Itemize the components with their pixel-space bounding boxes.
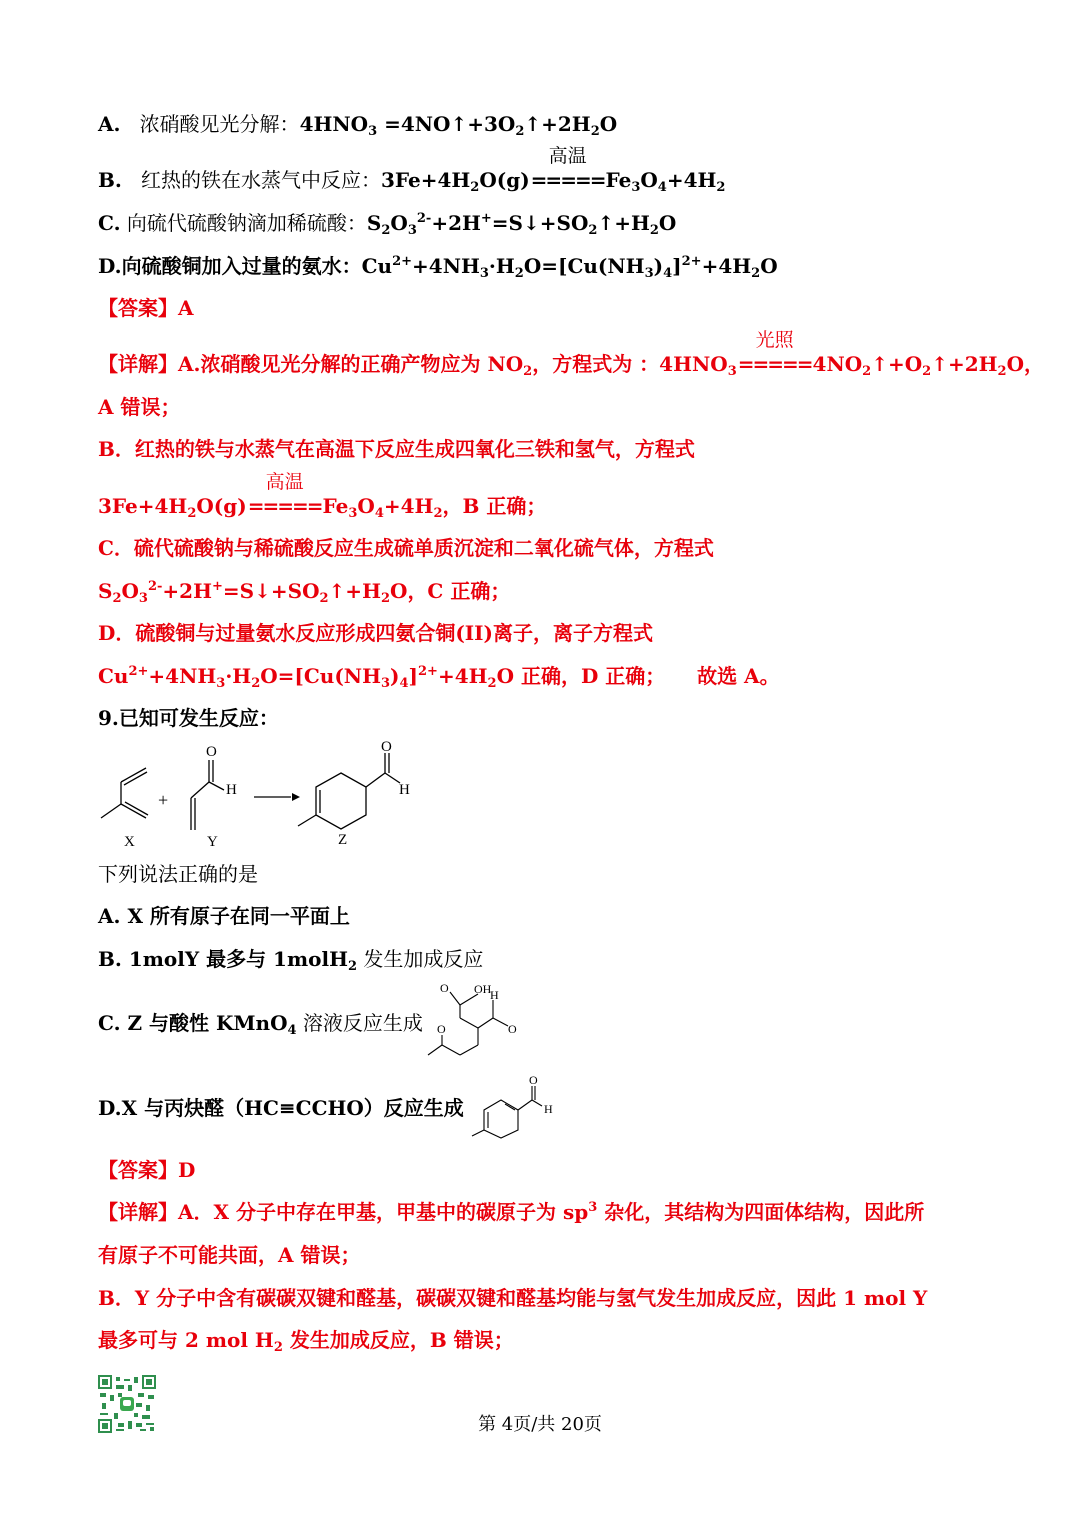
reaction-condition-light: 光照 [755, 329, 794, 351]
label-x: X [124, 834, 135, 850]
svg-text:O: O [440, 981, 449, 995]
explain-q8-b1: B．红热的铁与水蒸气在高温下反应生成四氧化三铁和氢气，方程式 [98, 437, 695, 461]
option-a-equation: $4HNO_3$ $=4NO↑+3O_2↑+2H_2O$ [299, 112, 618, 139]
explain-q8-b2: $3Fe+4H_2O(g)$ 高温 $=====Fe_3O_4+4H_2$，B 正确； [98, 471, 547, 521]
q9-option-b: B. 1molY 最多与 1molH$_2$ 发生加成反应 [98, 947, 484, 974]
svg-text:H: H [490, 988, 499, 1002]
option-d-text: D.向硫酸铜加入过量的氨水： [98, 254, 362, 278]
explain-q8-a2: A 错误； [98, 395, 181, 419]
question-9-stem: 9.已知可发生反应： [98, 706, 279, 730]
answer-q9: 【答案】D [98, 1158, 196, 1182]
svg-text:O: O [508, 1022, 517, 1036]
explain-q8-c1: C．硫代硫酸钠与稀硫酸反应生成硫单质沉淀和二氧化硫气体，方程式 [98, 536, 714, 560]
explain-q8-d1: D．硫酸铜与过量氨水反应形成四氨合铜(II)离子，离子方程式 [98, 621, 653, 645]
svg-text:OH: OH [474, 982, 492, 996]
option-a-text: 浓硝酸见光分解： [139, 112, 300, 136]
option-c-structure [420, 980, 530, 1065]
explain-label: 【详解】 [98, 352, 178, 376]
option-b [98, 145, 726, 195]
option-c-text: 向硫代硫酸钠滴加稀硫酸： [126, 211, 367, 235]
question-9-prompt: 下列说法正确的是 [98, 862, 258, 886]
reaction-scheme [96, 738, 426, 850]
svg-text:O: O [206, 744, 217, 760]
page-number: 第 4页/共 20页 [478, 1414, 602, 1435]
q9-option-a: A. X 所有原子在同一平面上 [98, 904, 350, 928]
answer-value: A [178, 296, 194, 320]
svg-text:O: O [381, 739, 392, 755]
option-d-structure [468, 1072, 563, 1142]
option-c-label: C. [98, 211, 121, 235]
q9-option-c: C. Z 与酸性 KMnO$_4$ 溶液反应生成 [98, 1011, 423, 1038]
option-a [98, 109, 617, 139]
reaction-condition: 高温 [548, 145, 587, 167]
option-b-text: 红热的铁在水蒸气中反应： [140, 168, 381, 192]
label-y: Y [207, 834, 218, 850]
option-b-equation: $3Fe+4H_2O(g)$ 高温 $=====Fe_3O_4+4H_2$ [380, 145, 726, 195]
option-c [98, 208, 676, 238]
plus-sign: + [158, 790, 169, 810]
explain-q9-a2: 有原子不可能共面，A 错误； [98, 1243, 361, 1267]
option-d [98, 251, 778, 281]
explain-q8-a1: 【详解】A.浓硝酸见光分解的正确产物应为 $NO_2$，方程式为 ：$4HNO_3$ 光照 $=====4NO_2↑+O_2↑+2H_2O$， [98, 329, 1044, 379]
option-c-equation: $S_2O_3^{2-}+2H^+=S↓+SO_2↑+H_2O$ [366, 211, 677, 238]
svg-text:O: O [437, 1022, 446, 1036]
svg-text:H: H [399, 782, 410, 798]
answer-label: 【答案】 [98, 296, 178, 320]
label-z: Z [338, 832, 348, 848]
option-a-label: A. [98, 112, 121, 136]
explain-q9-a1: 【详解】A．X 分子中存在甲基，甲基中的碳原子为 $sp^3$ 杂化，其结构为四面体结构，因此所 [98, 1200, 925, 1224]
svg-text:H: H [544, 1102, 553, 1116]
explain-q8-d2: $Cu^{2+}+4NH_3\cdot H_2O=[Cu(NH_3)_4]^{2+}+4H_2O$ 正确，D 正确； 故选 A。 [98, 664, 780, 691]
svg-text:H: H [226, 782, 237, 798]
explain-q9-b1: B．Y 分子中含有碳碳双键和醛基，碳碳双键和醛基均能与氢气发生加成反应，因此 1 mol Y [98, 1286, 928, 1310]
option-d-equation: $Cu^{2+}+4NH_3\cdot H_2O=[Cu(NH_3)_4]^{2+}+4H_2O$ [361, 254, 778, 281]
q9-option-d: D.X 与丙炔醛（HC≡CCHO）反应生成 [98, 1096, 464, 1120]
svg-text:O: O [529, 1073, 538, 1087]
explain-q9-b2: 最多可与 2 mol $H_2$ 发生加成反应，B 错误； [98, 1328, 514, 1355]
answer-q8 [98, 293, 194, 323]
explain-q8-c2: $S_2O_3^{2-}+2H^+=S↓+SO_2↑+H_2O$，C 正确； [98, 579, 511, 606]
option-b-label: B. [98, 168, 122, 192]
